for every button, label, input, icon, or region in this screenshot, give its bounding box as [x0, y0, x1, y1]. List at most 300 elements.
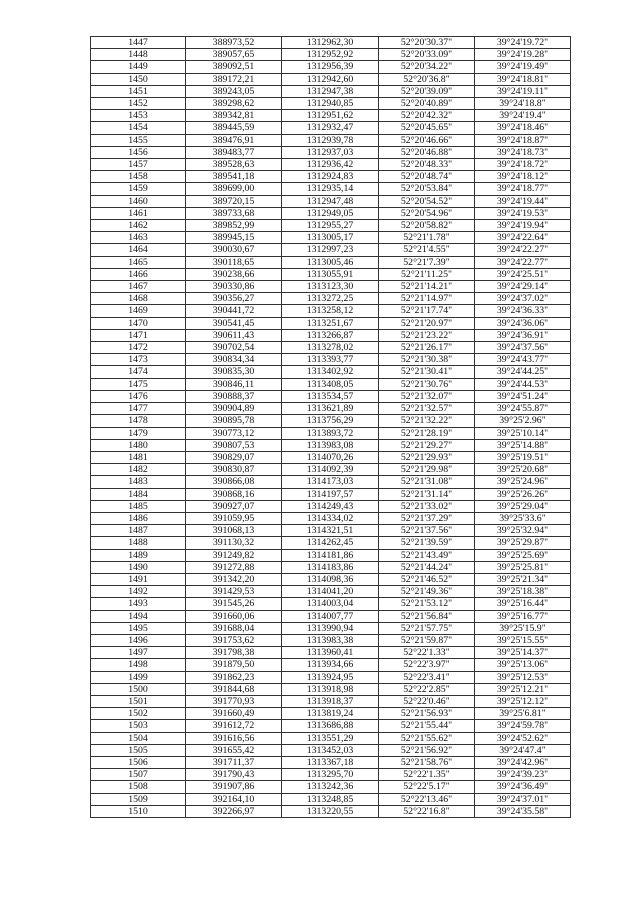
longitude-cell: 39°25'16.44"	[475, 598, 571, 610]
latitude-cell: 52°21'14.97"	[379, 293, 475, 305]
point-number-cell: 1504	[91, 732, 186, 744]
y-coordinate-cell: 1313266,87	[282, 329, 379, 341]
latitude-cell: 52°20'46.66"	[379, 134, 475, 146]
latitude-cell: 52°20'58.82"	[379, 220, 475, 232]
table-row	[91, 159, 571, 171]
latitude-cell: 52°20'53.84"	[379, 183, 475, 195]
longitude-cell: 39°24'44.53"	[475, 378, 571, 390]
y-coordinate-cell: 1313005,46	[282, 256, 379, 268]
longitude-cell: 39°25'24.96"	[475, 476, 571, 488]
x-coordinate-cell: 389945,15	[186, 232, 282, 244]
table-row	[91, 183, 571, 195]
longitude-cell: 39°24'51.24"	[475, 390, 571, 402]
table-row	[91, 512, 571, 524]
longitude-cell: 39°25'19.51"	[475, 451, 571, 463]
longitude-cell: 39°25'32.94"	[475, 525, 571, 537]
x-coordinate-cell: 391753,62	[186, 634, 282, 646]
latitude-cell: 52°20'48.33"	[379, 159, 475, 171]
x-coordinate-cell: 389699,00	[186, 183, 282, 195]
table-row	[91, 61, 571, 73]
latitude-cell: 52°22'3.97"	[379, 659, 475, 671]
longitude-cell: 39°25'33.6"	[475, 512, 571, 524]
point-number-cell: 1477	[91, 403, 186, 415]
point-number-cell: 1480	[91, 439, 186, 451]
x-coordinate-cell: 390895,78	[186, 415, 282, 427]
point-number-cell: 1493	[91, 598, 186, 610]
y-coordinate-cell: 1313983,08	[282, 439, 379, 451]
y-coordinate-cell: 1313934,66	[282, 659, 379, 671]
y-coordinate-cell: 1312956,39	[282, 61, 379, 73]
x-coordinate-cell: 389476,91	[186, 134, 282, 146]
table-row	[91, 500, 571, 512]
point-number-cell: 1454	[91, 122, 186, 134]
longitude-cell: 39°25'25.69"	[475, 549, 571, 561]
latitude-cell: 52°21'55.44"	[379, 720, 475, 732]
point-number-cell: 1452	[91, 98, 186, 110]
y-coordinate-cell: 1312955,27	[282, 220, 379, 232]
table-row	[91, 49, 571, 61]
latitude-cell: 52°22'2.85"	[379, 683, 475, 695]
latitude-cell: 52°22'3.41"	[379, 671, 475, 683]
table-row	[91, 622, 571, 634]
table-row	[91, 756, 571, 768]
y-coordinate-cell: 1312947,38	[282, 85, 379, 97]
point-number-cell: 1469	[91, 305, 186, 317]
latitude-cell: 52°21'49.36"	[379, 586, 475, 598]
x-coordinate-cell: 389342,81	[186, 110, 282, 122]
y-coordinate-cell: 1313918,37	[282, 695, 379, 707]
latitude-cell: 52°22'1.33"	[379, 647, 475, 659]
table-row	[91, 451, 571, 463]
longitude-cell: 39°25'12.53"	[475, 671, 571, 683]
x-coordinate-cell: 389720,15	[186, 195, 282, 207]
y-coordinate-cell: 1313393,77	[282, 354, 379, 366]
latitude-cell: 52°20'48.74"	[379, 171, 475, 183]
x-coordinate-cell: 391342,20	[186, 573, 282, 585]
table-row	[91, 220, 571, 232]
longitude-cell: 39°24'19.72"	[475, 37, 571, 49]
x-coordinate-cell: 390541,45	[186, 317, 282, 329]
point-number-cell: 1453	[91, 110, 186, 122]
point-number-cell: 1465	[91, 256, 186, 268]
longitude-cell: 39°24'19.94"	[475, 220, 571, 232]
y-coordinate-cell: 1313005,17	[282, 232, 379, 244]
y-coordinate-cell: 1313367,18	[282, 756, 379, 768]
table-row	[91, 439, 571, 451]
longitude-cell: 39°24'37.01"	[475, 793, 571, 805]
longitude-cell: 39°24'22.77"	[475, 256, 571, 268]
latitude-cell: 52°21'53.12"	[379, 598, 475, 610]
longitude-cell: 39°25'12.21"	[475, 683, 571, 695]
y-coordinate-cell: 1313960,41	[282, 647, 379, 659]
point-number-cell: 1490	[91, 561, 186, 573]
table-row	[91, 390, 571, 402]
x-coordinate-cell: 390830,87	[186, 464, 282, 476]
point-number-cell: 1503	[91, 720, 186, 732]
x-coordinate-cell: 389733,68	[186, 207, 282, 219]
table-row	[91, 171, 571, 183]
coordinates-table-body	[91, 37, 571, 818]
latitude-cell: 52°20'45.65"	[379, 122, 475, 134]
x-coordinate-cell: 390441,72	[186, 305, 282, 317]
y-coordinate-cell: 1312947,48	[282, 195, 379, 207]
point-number-cell: 1476	[91, 390, 186, 402]
table-row	[91, 146, 571, 158]
table-row	[91, 720, 571, 732]
latitude-cell: 52°20'39.09"	[379, 85, 475, 97]
table-row	[91, 769, 571, 781]
latitude-cell: 52°21'46.52"	[379, 573, 475, 585]
x-coordinate-cell: 391545,26	[186, 598, 282, 610]
x-coordinate-cell: 391068,13	[186, 525, 282, 537]
longitude-cell: 39°24'35.58"	[475, 805, 571, 817]
latitude-cell: 52°21'56.93"	[379, 708, 475, 720]
point-number-cell: 1502	[91, 708, 186, 720]
table-row	[91, 329, 571, 341]
table-row	[91, 305, 571, 317]
longitude-cell: 39°24'36.06"	[475, 317, 571, 329]
table-row	[91, 134, 571, 146]
latitude-cell: 52°21'56.92"	[379, 744, 475, 756]
y-coordinate-cell: 1313551,29	[282, 732, 379, 744]
latitude-cell: 52°21'29.93"	[379, 451, 475, 463]
x-coordinate-cell: 389528,63	[186, 159, 282, 171]
point-number-cell: 1467	[91, 281, 186, 293]
x-coordinate-cell: 391249,82	[186, 549, 282, 561]
longitude-cell: 39°25'18.38"	[475, 586, 571, 598]
y-coordinate-cell: 1313756,29	[282, 415, 379, 427]
longitude-cell: 39°25'2.96"	[475, 415, 571, 427]
y-coordinate-cell: 1313258,12	[282, 305, 379, 317]
table-row	[91, 537, 571, 549]
x-coordinate-cell: 389057,65	[186, 49, 282, 61]
latitude-cell: 52°20'54.96"	[379, 207, 475, 219]
longitude-cell: 39°25'15.9"	[475, 622, 571, 634]
y-coordinate-cell: 1312937,03	[282, 146, 379, 158]
x-coordinate-cell: 391655,42	[186, 744, 282, 756]
coordinates-table	[90, 36, 571, 818]
x-coordinate-cell: 391862,23	[186, 671, 282, 683]
y-coordinate-cell: 1314003,04	[282, 598, 379, 610]
point-number-cell: 1496	[91, 634, 186, 646]
point-number-cell: 1482	[91, 464, 186, 476]
table-row	[91, 378, 571, 390]
longitude-cell: 39°25'16.77"	[475, 610, 571, 622]
latitude-cell: 52°21'17.74"	[379, 305, 475, 317]
x-coordinate-cell: 391770,93	[186, 695, 282, 707]
point-number-cell: 1455	[91, 134, 186, 146]
latitude-cell: 52°21'4.55"	[379, 244, 475, 256]
x-coordinate-cell: 392164,10	[186, 793, 282, 805]
latitude-cell: 52°20'42.32"	[379, 110, 475, 122]
x-coordinate-cell: 390834,34	[186, 354, 282, 366]
x-coordinate-cell: 390702,54	[186, 342, 282, 354]
longitude-cell: 39°24'59.78"	[475, 720, 571, 732]
y-coordinate-cell: 1314334,02	[282, 512, 379, 524]
latitude-cell: 52°21'39.59"	[379, 537, 475, 549]
y-coordinate-cell: 1312932,47	[282, 122, 379, 134]
longitude-cell: 39°24'55.87"	[475, 403, 571, 415]
latitude-cell: 52°21'32.57"	[379, 403, 475, 415]
point-number-cell: 1475	[91, 378, 186, 390]
latitude-cell: 52°21'26.17"	[379, 342, 475, 354]
latitude-cell: 52°22'0.46"	[379, 695, 475, 707]
y-coordinate-cell: 1312940,85	[282, 98, 379, 110]
point-number-cell: 1488	[91, 537, 186, 549]
latitude-cell: 52°20'30.37"	[379, 37, 475, 49]
point-number-cell: 1448	[91, 49, 186, 61]
longitude-cell: 39°25'20.68"	[475, 464, 571, 476]
x-coordinate-cell: 391660,06	[186, 610, 282, 622]
point-number-cell: 1464	[91, 244, 186, 256]
latitude-cell: 52°21'7.39"	[379, 256, 475, 268]
x-coordinate-cell: 391272,88	[186, 561, 282, 573]
y-coordinate-cell: 1313055,91	[282, 268, 379, 280]
longitude-cell: 39°24'22.64"	[475, 232, 571, 244]
y-coordinate-cell: 1313242,36	[282, 781, 379, 793]
longitude-cell: 39°25'10.14"	[475, 427, 571, 439]
table-row	[91, 232, 571, 244]
point-number-cell: 1459	[91, 183, 186, 195]
table-row	[91, 695, 571, 707]
longitude-cell: 39°24'19.28"	[475, 49, 571, 61]
y-coordinate-cell: 1312936,42	[282, 159, 379, 171]
longitude-cell: 39°25'21.34"	[475, 573, 571, 585]
y-coordinate-cell: 1314181,86	[282, 549, 379, 561]
point-number-cell: 1483	[91, 476, 186, 488]
point-number-cell: 1492	[91, 586, 186, 598]
longitude-cell: 39°24'42.96"	[475, 756, 571, 768]
x-coordinate-cell: 391130,32	[186, 537, 282, 549]
latitude-cell: 52°21'30.41"	[379, 366, 475, 378]
longitude-cell: 39°24'18.46"	[475, 122, 571, 134]
x-coordinate-cell: 389172,21	[186, 73, 282, 85]
point-number-cell: 1500	[91, 683, 186, 695]
longitude-cell: 39°24'36.33"	[475, 305, 571, 317]
y-coordinate-cell: 1313819,24	[282, 708, 379, 720]
x-coordinate-cell: 389541,18	[186, 171, 282, 183]
latitude-cell: 52°21'30.38"	[379, 354, 475, 366]
latitude-cell: 52°21'31.08"	[379, 476, 475, 488]
y-coordinate-cell: 1314092,39	[282, 464, 379, 476]
longitude-cell: 39°24'29.14"	[475, 281, 571, 293]
latitude-cell: 52°22'1.35"	[379, 769, 475, 781]
y-coordinate-cell: 1313452,03	[282, 744, 379, 756]
point-number-cell: 1457	[91, 159, 186, 171]
table-row	[91, 207, 571, 219]
latitude-cell: 52°21'28.19"	[379, 427, 475, 439]
x-coordinate-cell: 389445,59	[186, 122, 282, 134]
y-coordinate-cell: 1314321,51	[282, 525, 379, 537]
longitude-cell: 39°24'52.62"	[475, 732, 571, 744]
x-coordinate-cell: 392266,97	[186, 805, 282, 817]
x-coordinate-cell: 391798,38	[186, 647, 282, 659]
x-coordinate-cell: 389483,77	[186, 146, 282, 158]
longitude-cell: 39°24'22.27"	[475, 244, 571, 256]
longitude-cell: 39°24'18.87"	[475, 134, 571, 146]
table-row	[91, 195, 571, 207]
y-coordinate-cell: 1312951,62	[282, 110, 379, 122]
latitude-cell: 52°21'37.29"	[379, 512, 475, 524]
y-coordinate-cell: 1313924,95	[282, 671, 379, 683]
latitude-cell: 52°20'40.89"	[379, 98, 475, 110]
point-number-cell: 1507	[91, 769, 186, 781]
y-coordinate-cell: 1313918,98	[282, 683, 379, 695]
longitude-cell: 39°25'29.87"	[475, 537, 571, 549]
latitude-cell: 52°21'32.07"	[379, 390, 475, 402]
y-coordinate-cell: 1312939,78	[282, 134, 379, 146]
x-coordinate-cell: 391612,72	[186, 720, 282, 732]
table-row	[91, 281, 571, 293]
point-number-cell: 1478	[91, 415, 186, 427]
longitude-cell: 39°24'36.49"	[475, 781, 571, 793]
point-number-cell: 1494	[91, 610, 186, 622]
x-coordinate-cell: 390611,43	[186, 329, 282, 341]
point-number-cell: 1472	[91, 342, 186, 354]
y-coordinate-cell: 1314249,43	[282, 500, 379, 512]
table-row	[91, 293, 571, 305]
x-coordinate-cell: 390807,53	[186, 439, 282, 451]
latitude-cell: 52°21'29.98"	[379, 464, 475, 476]
latitude-cell: 52°21'11.25"	[379, 268, 475, 280]
y-coordinate-cell: 1312924,83	[282, 171, 379, 183]
point-number-cell: 1470	[91, 317, 186, 329]
longitude-cell: 39°25'15.55"	[475, 634, 571, 646]
table-row	[91, 476, 571, 488]
table-row	[91, 268, 571, 280]
x-coordinate-cell: 390356,27	[186, 293, 282, 305]
table-row	[91, 549, 571, 561]
x-coordinate-cell: 391711,37	[186, 756, 282, 768]
x-coordinate-cell: 391059,95	[186, 512, 282, 524]
x-coordinate-cell: 391879,50	[186, 659, 282, 671]
table-row	[91, 683, 571, 695]
longitude-cell: 39°24'18.81"	[475, 73, 571, 85]
y-coordinate-cell: 1313534,57	[282, 390, 379, 402]
point-number-cell: 1489	[91, 549, 186, 561]
table-row	[91, 561, 571, 573]
point-number-cell: 1506	[91, 756, 186, 768]
longitude-cell: 39°24'43.77"	[475, 354, 571, 366]
longitude-cell: 39°24'18.77"	[475, 183, 571, 195]
point-number-cell: 1468	[91, 293, 186, 305]
longitude-cell: 39°25'26.26"	[475, 488, 571, 500]
x-coordinate-cell: 391429,53	[186, 586, 282, 598]
point-number-cell: 1462	[91, 220, 186, 232]
point-number-cell: 1479	[91, 427, 186, 439]
x-coordinate-cell: 389092,51	[186, 61, 282, 73]
longitude-cell: 39°25'13.06"	[475, 659, 571, 671]
y-coordinate-cell: 1314098,36	[282, 573, 379, 585]
y-coordinate-cell: 1312952,92	[282, 49, 379, 61]
latitude-cell: 52°20'36.8"	[379, 73, 475, 85]
latitude-cell: 52°21'58.76"	[379, 756, 475, 768]
point-number-cell: 1487	[91, 525, 186, 537]
table-row	[91, 415, 571, 427]
longitude-cell: 39°24'18.73"	[475, 146, 571, 158]
x-coordinate-cell: 390846,11	[186, 378, 282, 390]
point-number-cell: 1486	[91, 512, 186, 524]
point-number-cell: 1501	[91, 695, 186, 707]
point-number-cell: 1466	[91, 268, 186, 280]
latitude-cell: 52°20'54.52"	[379, 195, 475, 207]
table-row	[91, 671, 571, 683]
point-number-cell: 1450	[91, 73, 186, 85]
point-number-cell: 1461	[91, 207, 186, 219]
longitude-cell: 39°24'19.11"	[475, 85, 571, 97]
point-number-cell: 1451	[91, 85, 186, 97]
y-coordinate-cell: 1312997,23	[282, 244, 379, 256]
longitude-cell: 39°24'36.91"	[475, 329, 571, 341]
latitude-cell: 52°20'33.09"	[379, 49, 475, 61]
table-row	[91, 342, 571, 354]
y-coordinate-cell: 1314007,77	[282, 610, 379, 622]
table-row	[91, 708, 571, 720]
longitude-cell: 39°25'14.37"	[475, 647, 571, 659]
point-number-cell: 1474	[91, 366, 186, 378]
x-coordinate-cell: 391907,86	[186, 781, 282, 793]
latitude-cell: 52°21'30.76"	[379, 378, 475, 390]
table-row	[91, 732, 571, 744]
y-coordinate-cell: 1312935,14	[282, 183, 379, 195]
point-number-cell: 1460	[91, 195, 186, 207]
y-coordinate-cell: 1313220,55	[282, 805, 379, 817]
point-number-cell: 1456	[91, 146, 186, 158]
x-coordinate-cell: 391844,68	[186, 683, 282, 695]
longitude-cell: 39°25'12.12"	[475, 695, 571, 707]
longitude-cell: 39°24'37.02"	[475, 293, 571, 305]
table-row	[91, 634, 571, 646]
longitude-cell: 39°25'6.81"	[475, 708, 571, 720]
x-coordinate-cell: 390238,66	[186, 268, 282, 280]
x-coordinate-cell: 391688,04	[186, 622, 282, 634]
table-row	[91, 98, 571, 110]
latitude-cell: 52°21'44.24"	[379, 561, 475, 573]
y-coordinate-cell: 1313251,67	[282, 317, 379, 329]
table-row	[91, 427, 571, 439]
x-coordinate-cell: 390118,65	[186, 256, 282, 268]
point-number-cell: 1481	[91, 451, 186, 463]
latitude-cell: 52°21'33.02"	[379, 500, 475, 512]
table-row	[91, 403, 571, 415]
point-number-cell: 1491	[91, 573, 186, 585]
point-number-cell: 1499	[91, 671, 186, 683]
y-coordinate-cell: 1314173,03	[282, 476, 379, 488]
table-row	[91, 464, 571, 476]
x-coordinate-cell: 391790,43	[186, 769, 282, 781]
longitude-cell: 39°24'37.56"	[475, 342, 571, 354]
latitude-cell: 52°21'20.97"	[379, 317, 475, 329]
longitude-cell: 39°24'19.49"	[475, 61, 571, 73]
latitude-cell: 52°22'13.46"	[379, 793, 475, 805]
latitude-cell: 52°22'5.17"	[379, 781, 475, 793]
table-row	[91, 73, 571, 85]
x-coordinate-cell: 391660,49	[186, 708, 282, 720]
y-coordinate-cell: 1312962,30	[282, 37, 379, 49]
table-row	[91, 122, 571, 134]
table-row	[91, 244, 571, 256]
x-coordinate-cell: 391616,56	[186, 732, 282, 744]
latitude-cell: 52°21'32.22"	[379, 415, 475, 427]
x-coordinate-cell: 390330,86	[186, 281, 282, 293]
x-coordinate-cell: 390888,37	[186, 390, 282, 402]
y-coordinate-cell: 1313272,25	[282, 293, 379, 305]
x-coordinate-cell: 389852,99	[186, 220, 282, 232]
point-number-cell: 1463	[91, 232, 186, 244]
table-row	[91, 525, 571, 537]
table-row	[91, 256, 571, 268]
y-coordinate-cell: 1313621,89	[282, 403, 379, 415]
